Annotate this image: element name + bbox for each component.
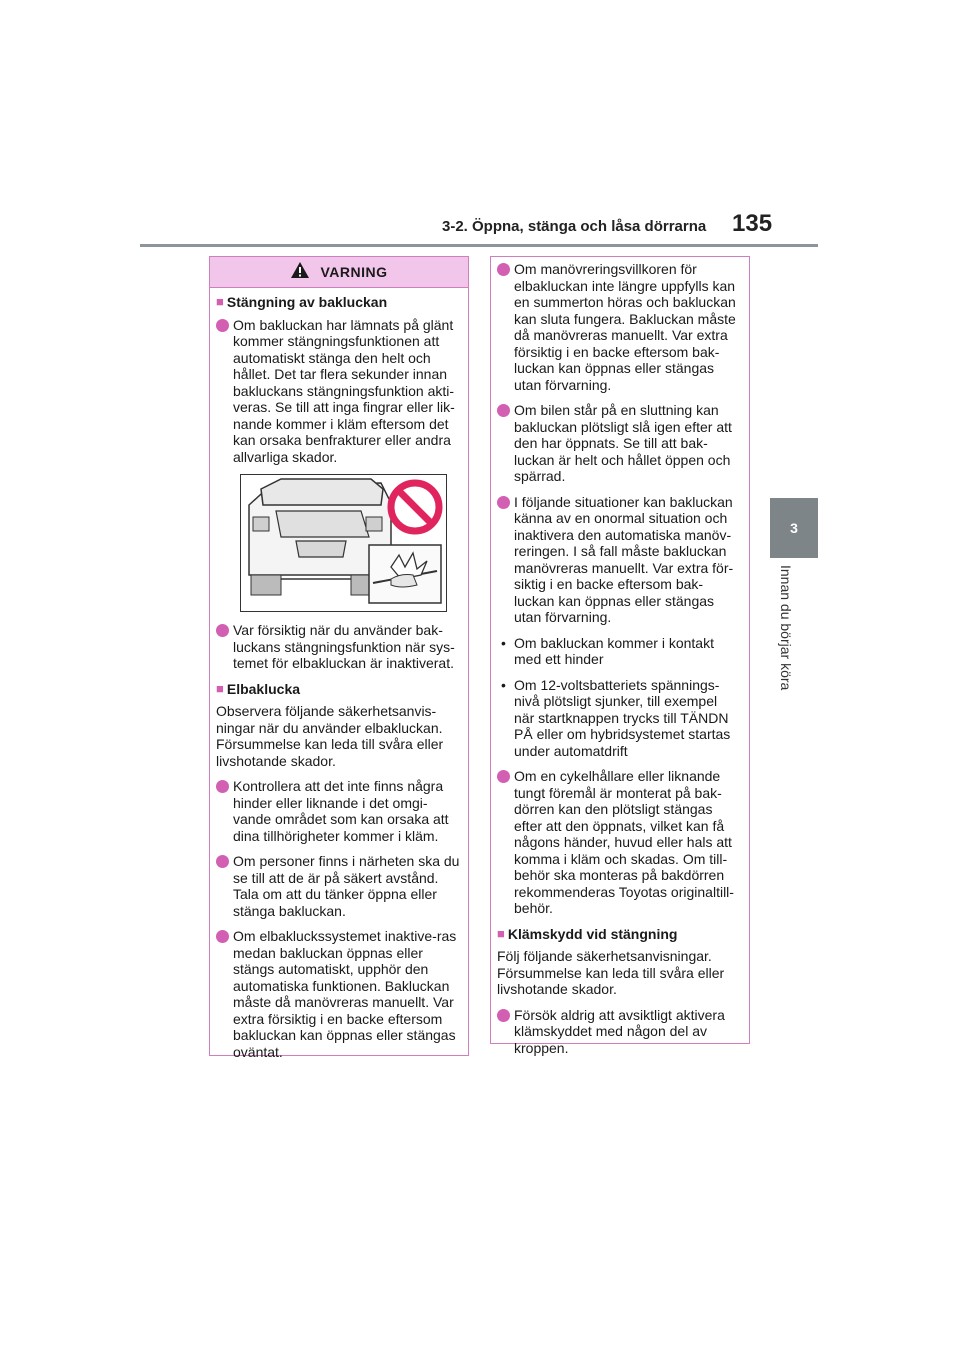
round-bullet-icon (497, 263, 510, 276)
round-bullet-icon (497, 1009, 510, 1022)
list-item (497, 1007, 741, 1057)
chapter-tab: 3 (770, 498, 818, 558)
warning-title: VARNING (320, 263, 388, 280)
dash-bullet-icon: • (501, 676, 506, 693)
list-item-text: Kontrollera att det inte finns några hinder eller liknande i det omgi-vande området som kan orsaka att dina tillhörigheter kommer i kläm. (233, 778, 449, 844)
section-title-text: Elbaklucka (226, 680, 301, 697)
list-item (497, 402, 741, 485)
list-item (497, 768, 741, 917)
list-item-text: Om bilen står på en sluttning kan bakluckan plötsligt slå igen efter att den har öppnats. Se till att bak-luckan är helt och hållet öppen och spärrad. (514, 402, 732, 484)
list-item (216, 853, 460, 919)
round-bullet-icon (216, 930, 229, 943)
square-bullet-icon: ■ (216, 680, 224, 696)
section-title-text: Klämskydd vid stängning (507, 925, 678, 942)
page-number: 135 (732, 210, 773, 237)
list-item (497, 261, 741, 393)
page-header-title: 3-2. Öppna, stänga och låsa dörrarna (442, 218, 707, 235)
sub-list-item-text: Om 12-voltsbatteriets spännings-nivå plötsligt sjunker, till exempel när startknappen trycks till TÄNDN PÅ eller om hybridsystemet startas under automatdrift (514, 676, 731, 759)
list-item (216, 317, 460, 466)
tailgate-illustration (240, 474, 447, 612)
round-bullet-icon (497, 404, 510, 417)
list-item-text: I följande situationer kan bakluckan känna av en onormal situation och inaktivera den automatiska manöv-reringen. I så fall måste bakluckan manövreras manuellt. Var extra för-siktig i en backe eftersom bak-luckan kan öppnas eller stängas utan förvarning. (514, 493, 734, 625)
round-bullet-icon (216, 624, 229, 637)
list-item (216, 778, 460, 844)
list-item (497, 494, 741, 626)
section-paragraph: Följ följande säkerhetsanvisningar. Försummelse kan leda till svåra eller livshotande skador. (497, 948, 725, 997)
section-paragraph: Observera följande säkerhetsanvis-ningar när du använder elbakluckan. Försummelse kan leda till svåra eller livshotande skador. (216, 703, 444, 769)
square-bullet-icon: ■ (497, 925, 505, 941)
sub-list-item (497, 677, 741, 760)
section-title-power-tailgate (216, 681, 460, 698)
list-item-text: Om bakluckan har lämnats på glänt kommer stängningsfunktionen att automatiskt stänga den helt och hållet. Det tar flera sekunder innan bakluckans stängningsfunktion akti-veras. Se till att inga fingrar eller lik-nande kommer i kläm eftersom det kan orsaka benfrakturer eller andra allvarliga skador. (233, 316, 455, 465)
section-title-pinch-protection (497, 926, 741, 943)
list-item-text: Om elbakluckssystemet inaktive-ras medan bakluckan öppnas eller stängs automatiskt, upphör den automatiska funktionen. Bakluckan måste då manövreras manuellt. Var extra försiktig i en backe eftersom bakluckan kan öppnas eller stängas oväntat. (233, 928, 457, 1060)
list-item (216, 622, 460, 672)
round-bullet-icon (216, 780, 229, 793)
warning-box-right (490, 256, 750, 1056)
round-bullet-icon (216, 319, 229, 332)
section-title-closing (216, 294, 460, 311)
header-rule (140, 244, 818, 247)
chapter-label: Innan du börjar köra (778, 565, 794, 691)
dash-bullet-icon: • (501, 634, 506, 651)
section-title-text: Stängning av bakluckan (226, 294, 388, 310)
warning-header (210, 257, 468, 288)
list-item-text: Om manövreringsvillkoren för elbakluckan inte längre uppfylls kan en summerton höras och bakluckan kan sluta fungera. Bakluckan måste då manövreras manuellt. Var extra försiktig i en backe eftersom bak-luckan kan öppnas eller stängas utan förvarning. (514, 261, 736, 393)
list-item-text: Om personer finns i närheten ska du se till att de är på säkert avstånd. Tala om att du tänker öppna eller stänga bakluckan. (233, 853, 460, 919)
list-item-text: Försök aldrig att avsiktligt aktivera klämskyddet med någon del av kroppen. (514, 1006, 725, 1056)
list-item-text: Om en cykelhållare eller liknande tungt föremål är monterat på bak-dörren kan den plötsligt stängas efter att den öppnats, vilket kan få någons händer, huvud eller hals att komma i kläm och skadas. Om till-behör ska monteras på bakdörren rekommenderas Toyotas originaltill-behör. (514, 768, 734, 916)
list-item (216, 928, 460, 1060)
round-bullet-icon (497, 770, 510, 783)
warning-triangle-icon (290, 261, 310, 283)
list-item-text: Var försiktig när du använder bak-luckans stängningsfunktion när sys-temet för elbakluckan är inaktiverat. (233, 622, 455, 671)
warning-box-left (209, 256, 469, 1060)
sub-list-item (497, 635, 741, 668)
round-bullet-icon (216, 855, 229, 868)
square-bullet-icon: ■ (216, 294, 224, 309)
sub-list-item-text: Om bakluckan kommer i kontakt med ett hinder (514, 634, 714, 667)
round-bullet-icon (497, 496, 510, 509)
